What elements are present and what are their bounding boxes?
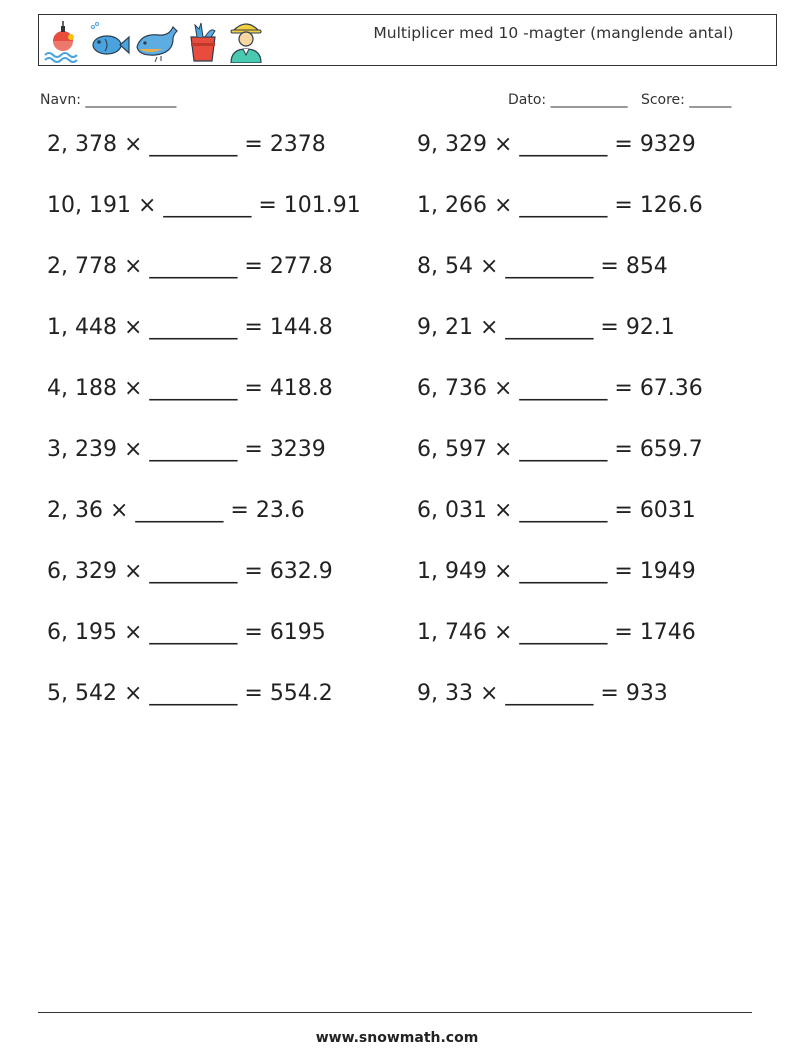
- footer-divider: [38, 1012, 752, 1013]
- date-score-fields: [508, 92, 731, 108]
- problem-item: 1, 746 × ________ = 1746: [417, 620, 696, 645]
- footer-url: www.snowmath.com: [315, 1030, 479, 1046]
- date-field: Dato: ___________: [508, 92, 628, 108]
- problem-item: 8, 54 × ________ = 854: [417, 254, 668, 279]
- problem-item: 9, 329 × ________ = 9329: [417, 132, 696, 157]
- problem-item: 6, 195 × ________ = 6195: [47, 620, 326, 645]
- fish-bucket-icon: [183, 19, 223, 63]
- problem-item: 9, 21 × ________ = 92.1: [417, 315, 675, 340]
- problem-item: 6, 329 × ________ = 632.9: [47, 559, 333, 584]
- problem-item: 2, 778 × ________ = 277.8: [47, 254, 333, 279]
- problem-row: [47, 620, 767, 660]
- problem-row: [47, 193, 767, 233]
- problem-item: 4, 188 × ________ = 418.8: [47, 376, 333, 401]
- problem-item: 6, 031 × ________ = 6031: [417, 498, 696, 523]
- name-field: Navn: _____________: [40, 92, 177, 108]
- fish-icon: [87, 19, 131, 63]
- problem-row: [47, 681, 767, 721]
- problem-item: 5, 542 × ________ = 554.2: [47, 681, 333, 706]
- worksheet-title: Multiplicer med 10 -magter (manglende antal): [373, 24, 734, 42]
- problem-row: [47, 559, 767, 599]
- header-icons: [43, 19, 273, 63]
- worksheet-header: [38, 14, 777, 66]
- problem-row: [47, 498, 767, 538]
- problem-item: 6, 597 × ________ = 659.7: [417, 437, 703, 462]
- problem-item: 6, 736 × ________ = 67.36: [417, 376, 703, 401]
- problem-row: [47, 376, 767, 416]
- problem-item: 1, 949 × ________ = 1949: [417, 559, 696, 584]
- whale-icon: [133, 19, 179, 63]
- problem-item: 1, 266 × ________ = 126.6: [417, 193, 703, 218]
- fisherman-icon: [225, 19, 267, 63]
- problem-item: 1, 448 × ________ = 144.8: [47, 315, 333, 340]
- problem-row: [47, 315, 767, 355]
- problem-item: 3, 239 × ________ = 3239: [47, 437, 326, 462]
- score-field: Score: ______: [640, 92, 732, 108]
- problem-item: 9, 33 × ________ = 933: [417, 681, 668, 706]
- problem-item: 10, 191 × ________ = 101.91: [47, 193, 361, 218]
- problem-item: 2, 36 × ________ = 23.6: [47, 498, 305, 523]
- problem-row: [47, 437, 767, 477]
- problem-row: [47, 132, 767, 172]
- bobber-icon: [43, 19, 85, 63]
- problem-item: 2, 378 × ________ = 2378: [47, 132, 326, 157]
- problem-row: [47, 254, 767, 294]
